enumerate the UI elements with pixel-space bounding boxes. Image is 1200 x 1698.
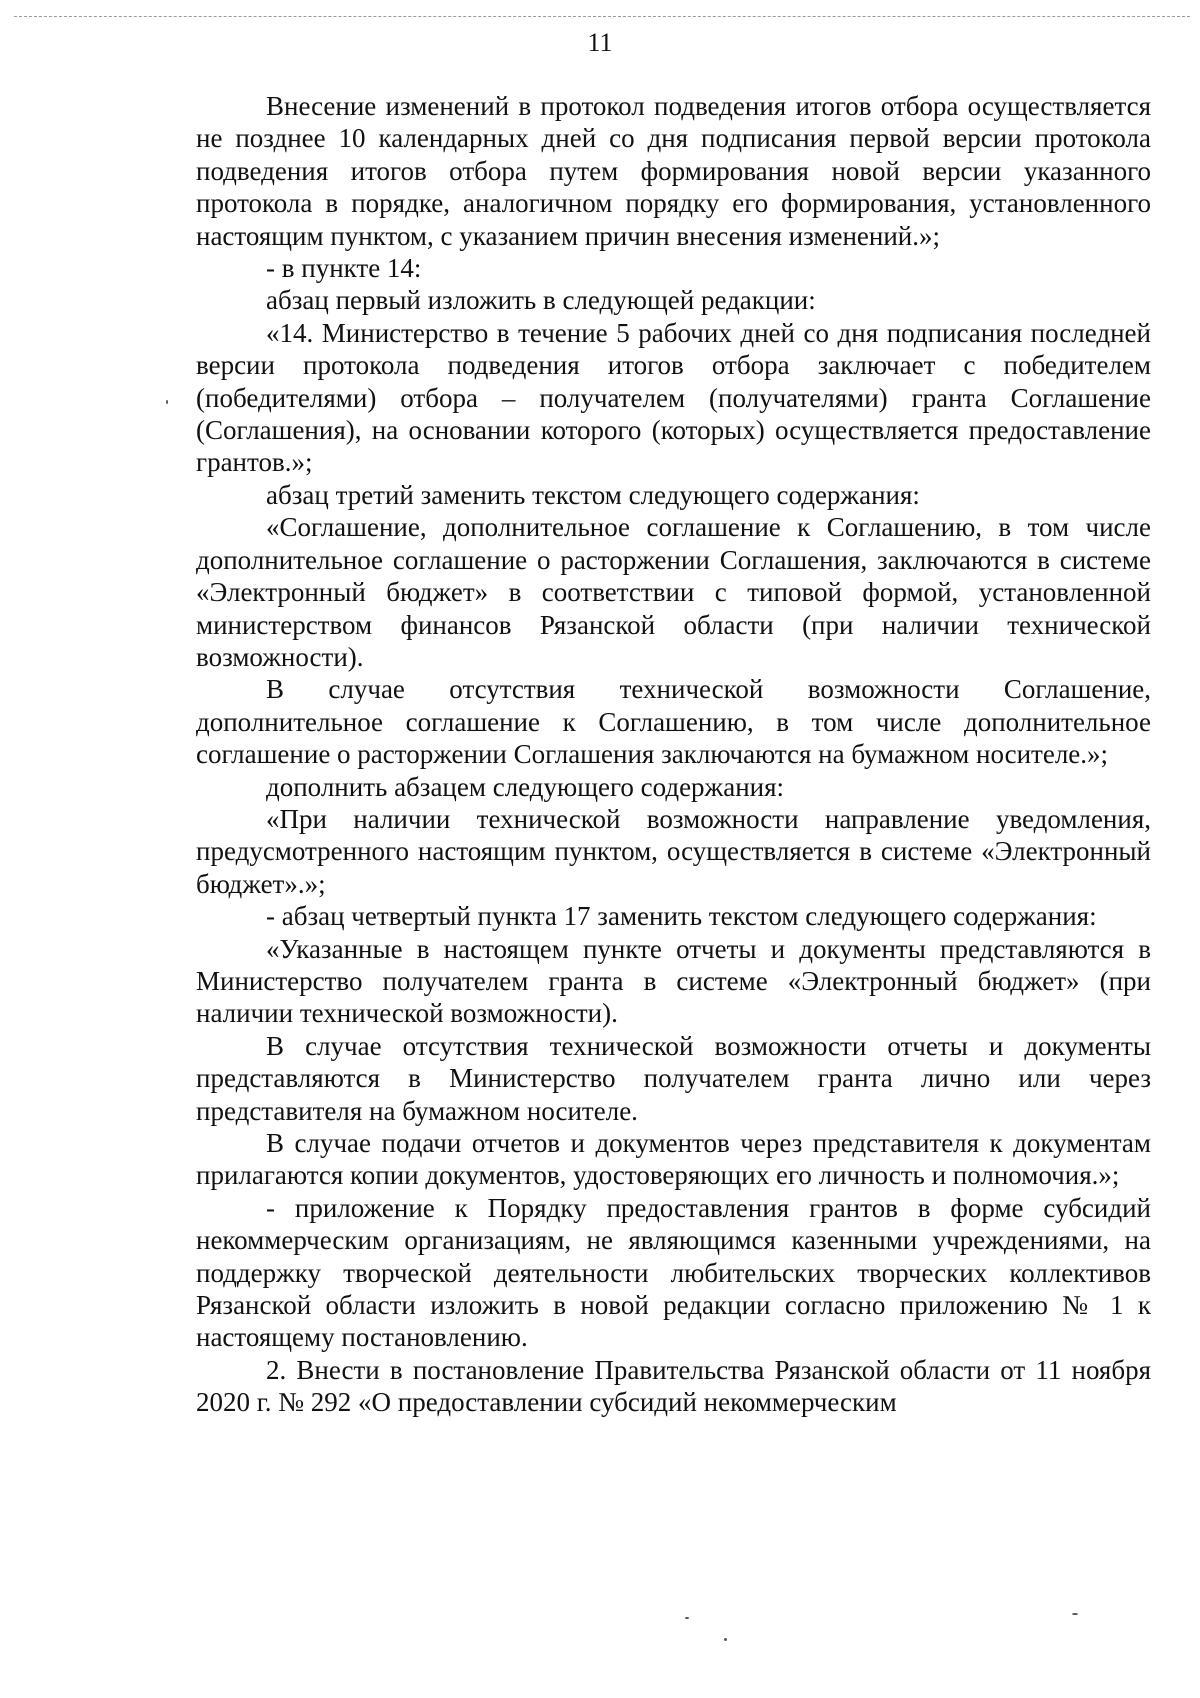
paragraph-13: В случае подачи отчетов и документов через представителя к документам прилагаются копии документов, удостоверяющих его личность и полномочия.»;: [196, 1128, 1151, 1191]
scan-speck: [724, 1638, 727, 1641]
paragraph-1: Внесение изменений в протокол подведения итогов отбора осуществляется не позднее 10 календарных дней со дня подписания первой версии протокола подведения итогов отбора путем формирования новой версии указанного протокола в порядке, аналогичном порядку его формирования, установленного настоящим пунктом, с указанием причин внесения изменений.»;: [196, 91, 1151, 251]
page-number: 11: [587, 28, 613, 57]
paragraph-7: В случае отсутствия технической возможности Соглашение, дополнительное соглашение к Соглашению, в том числе дополнительное соглашение о расторжении Соглашения заключаются на бумажном носителе.»;: [196, 674, 1151, 770]
paragraph-11: «Указанные в настоящем пункте отчеты и документы представляются в Министерство получателем гранта в системе «Электронный бюджет» (при наличии технической возможности).: [196, 933, 1151, 1029]
scan-speck: [166, 400, 168, 404]
scan-speck: [1072, 1613, 1078, 1615]
paragraph-9: «При наличии технической возможности направление уведомления, предусмотренного настоящим пунктом, осуществляется в системе «Электронный бюджет».»;: [196, 803, 1151, 899]
paragraph-6: «Соглашение, дополнительное соглашение к Соглашению, в том числе дополнительное соглашение о расторжении Соглашения, заключаются в системе «Электронный бюджет» в соответствии с типовой формой, установленной министерством финансов Рязанской области (при наличии технической возможности).: [196, 512, 1151, 672]
paragraph-2: - в пункте 14:: [266, 253, 422, 284]
scan-speck: [685, 1617, 689, 1619]
paragraph-4: «14. Министерство в течение 5 рабочих дней со дня подписания последней версии протокола подведения итогов отбора заключает с победителем (победителями) отбора – получателем (получателями) гранта Соглашение (Соглашения), на основании которого (которых) осуществляется предоставление грантов.»;: [196, 317, 1151, 478]
scan-edge-line: [14, 16, 1190, 17]
paragraph-10: - абзац четвертый пункта 17 заменить текстом следующего содержания:: [266, 901, 1097, 932]
paragraph-8: дополнить абзацем следующего содержания:: [266, 771, 785, 802]
paragraph-14: - приложение к Порядку предоставления грантов в форме субсидий некоммерческим организациям, не являющимся казенными учреждениями, на поддержку творческой деятельности любительских творческих коллективов Рязанской области изложить в новой редакции согласно приложению № 1 к настоящему постановлению.: [196, 1192, 1151, 1353]
paragraph-3: абзац первый изложить в следующей редакции:: [266, 285, 816, 316]
document-body: [196, 90, 1151, 1419]
paragraph-5: абзац третий заменить текстом следующего содержания:: [266, 479, 920, 510]
paragraph-12: В случае отсутствия технической возможности отчеты и документы представляются в Министерство получателем гранта лично или через представителя на бумажном носителе.: [196, 1030, 1151, 1126]
paragraph-15: 2. Внести в постановление Правительства Рязанской области от 11 ноября 2020 г. № 292 «О предоставлении субсидий некоммерческим: [196, 1354, 1151, 1418]
